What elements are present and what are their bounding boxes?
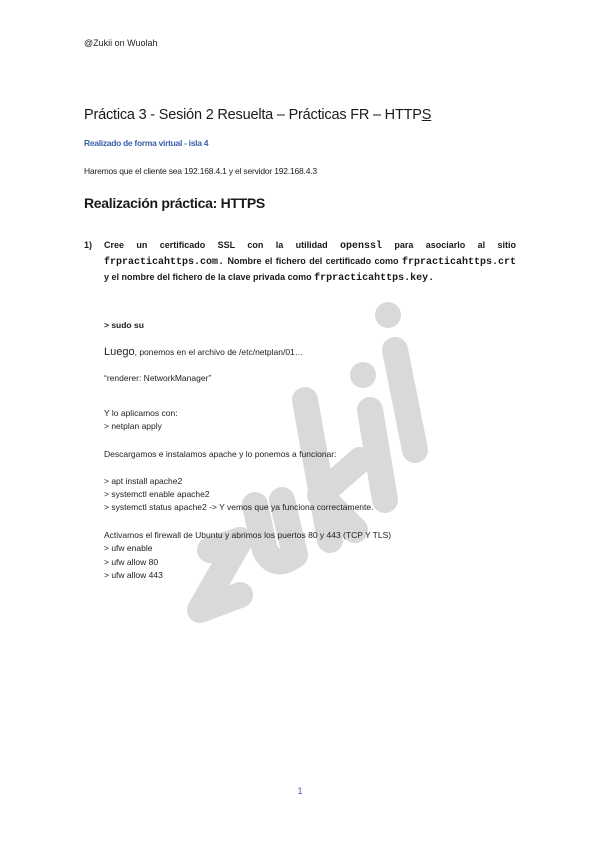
ip-info: Haremos que el cliente sea 192.168.4.1 y el servidor 192.168.4.3 bbox=[84, 166, 317, 176]
cmd-ufw-enable: > ufw enable bbox=[104, 543, 153, 553]
item-text-part-2: para asociarlo al sitio bbox=[381, 240, 517, 250]
item-code-domain: frpracticahttps.com. bbox=[104, 257, 225, 268]
cmd-ufw-allow-443: > ufw allow 443 bbox=[104, 570, 163, 580]
luego-rest: , ponemos en el archivo de /etc/netplan/01… bbox=[134, 347, 304, 357]
title-main: Práctica 3 - Sesión 2 Resuelta – Prácticas FR – HTTP bbox=[84, 107, 422, 123]
luego-line bbox=[104, 346, 303, 358]
item-number: 1) bbox=[84, 240, 93, 250]
item-code-openssl: openssl bbox=[339, 241, 382, 252]
descargamos-line: Descargamos e instalamos apache y lo ponemos a funcionar: bbox=[104, 449, 337, 459]
item-text-part-4: y el nombre del fichero de la clave privada como bbox=[104, 272, 315, 282]
item-code-key: frpracticahttps.key. bbox=[314, 273, 435, 284]
item-text-part-1: Cree un certificado SSL con la utilidad bbox=[104, 240, 340, 250]
cmd-systemctl-enable: > systemctl enable apache2 bbox=[104, 489, 210, 499]
subtitle: Realizado de forma virtual - isla 4 bbox=[84, 138, 209, 148]
firewall-line: Activamos el firewall de Ubuntu y abrimos los puertos 80 y 443 (TCP Y TLS) bbox=[104, 530, 392, 540]
cmd-netplan-apply: > netplan apply bbox=[104, 421, 162, 431]
luego-word: Luego bbox=[104, 346, 135, 358]
page-number: 1 bbox=[297, 786, 303, 796]
item-text-part-3: Nombre el fichero del certificado como bbox=[224, 256, 402, 266]
section-title: Realización práctica: HTTPS bbox=[84, 195, 265, 211]
item-1-text bbox=[104, 238, 516, 286]
title-underlined-letter: S bbox=[421, 107, 432, 123]
cmd-systemctl-status: > systemctl status apache2 -> Y vemos que ya funciona correctamente. bbox=[104, 502, 374, 512]
page-title bbox=[84, 107, 431, 123]
item-code-crt: frpracticahttps.crt bbox=[401, 257, 516, 268]
aplicamos-line: Y lo aplicamos con: bbox=[104, 408, 178, 418]
cmd-sudo: > sudo su bbox=[104, 320, 144, 330]
cmd-ufw-allow-80: > ufw allow 80 bbox=[104, 557, 159, 567]
cmd-apt-install: > apt install apache2 bbox=[104, 476, 183, 486]
header-author: @Zukii on Wuolah bbox=[84, 38, 158, 48]
renderer-line: “renderer: NetworkManager” bbox=[104, 373, 212, 383]
